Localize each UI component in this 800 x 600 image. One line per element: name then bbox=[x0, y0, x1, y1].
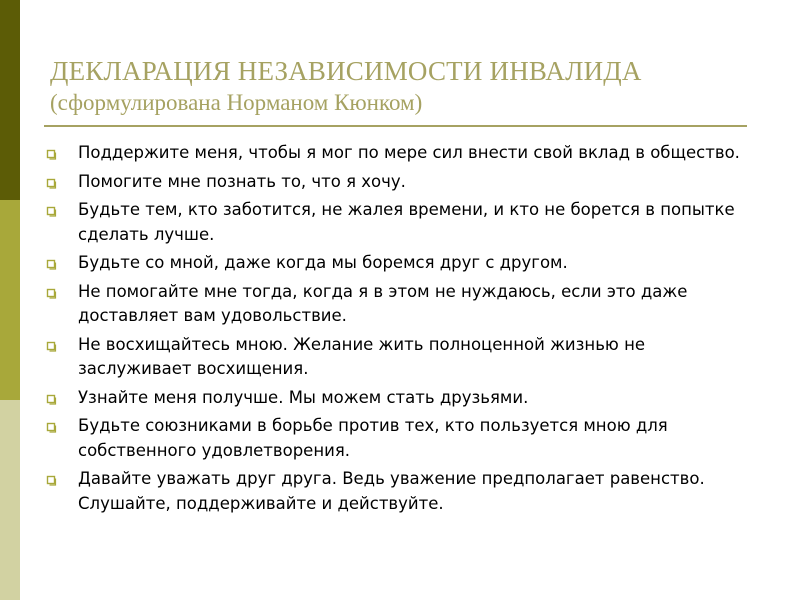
square-bullet-icon bbox=[46, 475, 58, 487]
bullet-item bbox=[46, 467, 766, 516]
square-bullet-icon bbox=[46, 341, 58, 353]
title-underline bbox=[44, 125, 747, 127]
square-bullet-icon bbox=[46, 259, 58, 271]
side-bar-bottom-segment bbox=[0, 400, 20, 600]
title-subtitle: (сформулирована Норманом Кюнком) bbox=[50, 90, 423, 115]
bullet-text: Будьте тем, кто заботится, не жалея времени, и кто не борется в попытке сделать лучше. bbox=[78, 200, 735, 244]
bullet-text: Поддержите меня, чтобы я мог по мере сил внести свой вклад в общество. bbox=[78, 143, 740, 162]
square-bullet-icon bbox=[46, 149, 58, 161]
bullet-text: Давайте уважать друг друга. Ведь уважение предполагает равенство. Слушайте, поддерживайте и действуйте. bbox=[78, 469, 705, 513]
bullet-item bbox=[46, 386, 766, 411]
bullet-item bbox=[46, 141, 766, 166]
bullet-item bbox=[46, 170, 766, 195]
bullet-text: Не помогайте мне тогда, когда я в этом не нуждаюсь, если это даже доставляет вам удовольствие. bbox=[78, 281, 688, 325]
bullet-item bbox=[46, 251, 766, 276]
bullet-text: Не восхищайтесь мною. Желание жить полноценной жизнью не заслуживает восхищения. bbox=[78, 334, 646, 378]
side-bar-middle-segment bbox=[0, 200, 20, 400]
square-bullet-icon bbox=[46, 206, 58, 218]
bullet-text: Будьте со мной, даже когда мы боремся друг с другом. bbox=[78, 253, 568, 272]
bullet-text: Узнайте меня получше. Мы можем стать друзьями. bbox=[78, 387, 529, 407]
bullet-list bbox=[46, 141, 766, 520]
bullet-item bbox=[46, 280, 766, 329]
bullet-text: Помогите мне познать то, что я хочу. bbox=[78, 171, 406, 191]
slide-title bbox=[50, 55, 770, 119]
bullet-item bbox=[46, 333, 766, 382]
bullet-text: Будьте союзниками в борьбе против тех, кто пользуется мною для собственного удовлетворения. bbox=[78, 416, 668, 460]
square-bullet-icon bbox=[46, 288, 58, 300]
bullet-item bbox=[46, 414, 766, 463]
square-bullet-icon bbox=[46, 178, 58, 190]
bullet-item bbox=[46, 198, 766, 247]
square-bullet-icon bbox=[46, 422, 58, 434]
title-main: ДЕКЛАРАЦИЯ НЕЗАВИСИМОСТИ ИНВАЛИДА bbox=[50, 56, 642, 86]
square-bullet-icon bbox=[46, 394, 58, 406]
side-bar bbox=[0, 0, 20, 600]
side-bar-top-segment bbox=[0, 0, 20, 200]
